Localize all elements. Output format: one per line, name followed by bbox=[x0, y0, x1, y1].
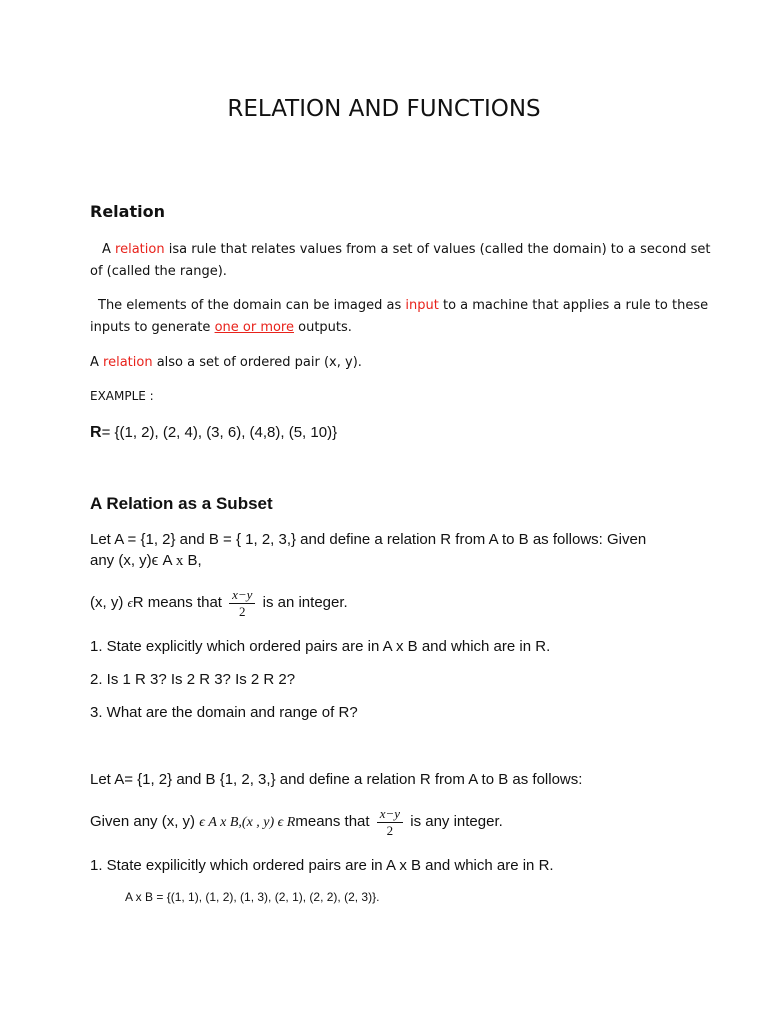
given-any-line bbox=[90, 805, 503, 840]
text-run: isa rule that relates values from a set of values (called the domain) to a second set bbox=[164, 242, 711, 257]
question-3: 3. What are the domain and range of R? bbox=[90, 704, 358, 721]
text-run: is any integer. bbox=[410, 813, 503, 830]
text-run: outputs. bbox=[294, 320, 352, 335]
cross-symbol: x bbox=[175, 553, 184, 569]
fraction-denominator: 2 bbox=[386, 823, 394, 839]
page-title: RELATION AND FUNCTIONS bbox=[227, 96, 541, 122]
text-run: The elements of the domain can be imaged as bbox=[98, 298, 406, 313]
relation-keyword: relation bbox=[103, 355, 153, 370]
element-of-symbol: ϵ bbox=[127, 595, 133, 610]
domain-paragraph-line1 bbox=[98, 298, 708, 313]
subset-heading: A Relation as a Subset bbox=[90, 494, 273, 513]
input-keyword: input bbox=[405, 298, 439, 313]
fraction bbox=[229, 587, 255, 619]
means-that-line bbox=[90, 586, 348, 620]
text-run: any (x, y)ϵ A bbox=[90, 552, 176, 569]
subset-definition-line2 bbox=[90, 552, 202, 570]
second-question-1: 1. State expilicitly which ordered pairs are in A x B and which are in R. bbox=[90, 857, 554, 874]
text-run: Given any (x, y) bbox=[90, 813, 200, 830]
fraction-denominator: 2 bbox=[239, 604, 246, 620]
fraction-numerator: x−y bbox=[229, 587, 255, 604]
text-run: means that bbox=[295, 813, 370, 830]
relation-set: = {(1, 2), (2, 4), (3, 6), (4,8), (5, 10)} bbox=[101, 424, 338, 441]
relation-keyword: relation bbox=[115, 242, 165, 257]
second-definition-line: Let A= {1, 2} and B {1, 2, 3,} and define a relation R from A to B as follows: bbox=[90, 771, 583, 788]
question-1: 1. State explicitly which ordered pairs are in A x B and which are in R. bbox=[90, 638, 551, 655]
text-run: A bbox=[102, 242, 116, 257]
fraction-numerator: x−y bbox=[377, 806, 403, 823]
example-relation bbox=[90, 424, 337, 442]
fraction bbox=[377, 806, 403, 838]
ordered-pair-paragraph bbox=[90, 355, 362, 370]
text-run: R means that bbox=[132, 594, 222, 611]
domain-paragraph-line2 bbox=[90, 320, 352, 335]
example-label: EXAMPLE : bbox=[90, 389, 154, 403]
text-run: is an integer. bbox=[262, 594, 348, 611]
text-run: inputs to generate bbox=[90, 320, 215, 335]
text-run: also a set of ordered pair (x, y). bbox=[152, 355, 362, 370]
text-run: (x, y) bbox=[90, 594, 128, 611]
relation-paragraph-line1 bbox=[102, 242, 710, 257]
subset-definition-line1: Let A = {1, 2} and B = { 1, 2, 3,} and define a relation R from A to B as follows: Given bbox=[90, 531, 647, 548]
relation-paragraph-line2: of (called the range). bbox=[90, 264, 227, 279]
text-run: A bbox=[90, 355, 104, 370]
text-run: B, bbox=[183, 552, 202, 569]
question-2: 2. Is 1 R 3? Is 2 R 3? Is 2 R 2? bbox=[90, 671, 296, 688]
relation-heading: Relation bbox=[90, 202, 165, 221]
text-run: to a machine that applies a rule to these bbox=[438, 298, 709, 313]
membership-expression: ϵ A x B,(x , y) ϵ R bbox=[199, 815, 296, 830]
cartesian-product-answer: A x B = {(1, 1), (1, 2), (1, 3), (2, 1), (2, 2), (2, 3)}. bbox=[125, 890, 380, 904]
one-or-more-keyword: one or more bbox=[214, 320, 294, 335]
relation-symbol: R bbox=[90, 424, 102, 441]
